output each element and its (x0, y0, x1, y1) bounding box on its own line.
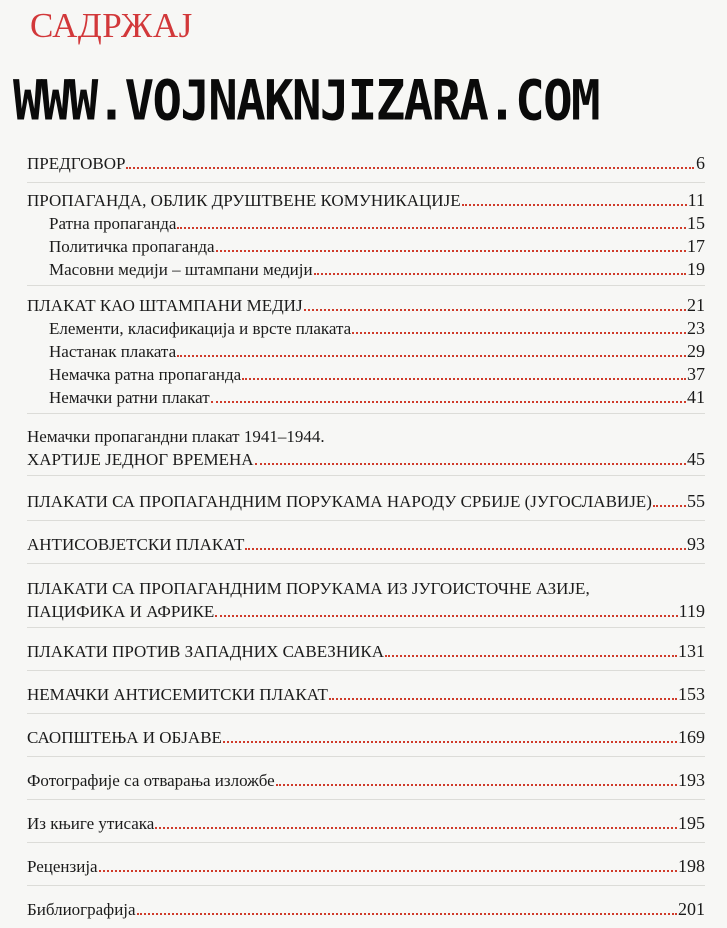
toc-group-anti-soviet (27, 521, 705, 564)
dot-leader (462, 203, 687, 206)
toc-entry-label: Политичка пропаганда (49, 237, 215, 256)
toc-entry[interactable] (27, 490, 705, 513)
dot-leader (99, 869, 677, 872)
toc-group-papers-of-a-time (27, 414, 705, 476)
toc-group-preface (27, 148, 705, 183)
toc-entry-page: 11 (687, 190, 705, 210)
toc-entry-label: Рецензија (27, 857, 98, 876)
toc-entry-label: Немачки пропагандни плакат 1941–1944. (27, 427, 325, 446)
toc-entry[interactable] (27, 683, 705, 706)
dot-leader (223, 740, 677, 743)
dot-leader (276, 783, 677, 786)
toc-entry-page: 41 (687, 387, 705, 407)
toc-entry-label: Елементи, класификација и врсте плаката (49, 319, 352, 338)
dot-leader (177, 354, 686, 357)
toc-entry-label: ПРОПАГАНДА, ОБЛИК ДРУШТВЕНЕ КОМУНИКАЦИЈЕ (27, 191, 461, 210)
page-title: САДРЖАЈ (30, 6, 193, 45)
toc-entry-page: 23 (687, 318, 705, 338)
toc-entry-page: 193 (678, 770, 705, 790)
dot-leader (137, 912, 677, 915)
toc-entry[interactable] (27, 640, 705, 663)
table-of-contents (27, 148, 705, 928)
toc-entry-label: Ратна пропаганда (49, 214, 177, 233)
toc-entry[interactable] (27, 294, 705, 317)
toc-entry-heading-line (27, 578, 705, 600)
toc-entry-label: Фотографије са отварања изложбе (27, 771, 275, 790)
toc-entry-label: ПЛАКАТИ ПРОТИВ ЗАПАДНИХ САВЕЗНИКА (27, 642, 384, 661)
toc-group-review (27, 843, 705, 886)
toc-group-serbia-posters (27, 476, 705, 521)
toc-entry-label: ПРЕДГОВОР (27, 154, 126, 173)
dot-leader (255, 462, 686, 465)
toc-entry-label: САОПШТЕЊА И ОБЈАВЕ (27, 728, 222, 747)
toc-entry-page: 19 (687, 259, 705, 279)
toc-subentry[interactable] (27, 317, 705, 340)
toc-entry-page: 45 (687, 449, 705, 469)
toc-entry-label: ПЛАКАТИ СА ПРОПАГАНДНИМ ПОРУКАМА НАРОДУ СРБИЈЕ (ЈУГОСЛАВИЈЕ) (27, 492, 652, 511)
toc-entry[interactable] (27, 726, 705, 749)
toc-group-photos (27, 757, 705, 800)
toc-entry-label: Немачка ратна пропаганда (49, 365, 242, 384)
watermark-text: WWW.VOJNAKNJIZARA.COM (13, 69, 599, 133)
toc-entry[interactable] (27, 855, 705, 878)
toc-entry-page: 15 (687, 213, 705, 233)
toc-group-poster-medium (27, 286, 705, 414)
dot-leader (245, 547, 686, 550)
toc-entry[interactable] (27, 812, 705, 835)
toc-entry-label: НЕМАЧКИ АНТИСЕМИТСКИ ПЛАКАТ (27, 685, 328, 704)
toc-entry-label: ПЛАКАТИ СА ПРОПАГАНДНИМ ПОРУКАМА ИЗ ЈУГОИСТОЧНЕ АЗИЈЕ, (27, 579, 590, 598)
toc-entry[interactable] (27, 898, 705, 921)
toc-entry-label: Настанак плаката (49, 342, 177, 361)
toc-entry-page: 17 (687, 236, 705, 256)
toc-subentry[interactable] (27, 340, 705, 363)
toc-entry[interactable] (27, 600, 705, 623)
toc-group-propaganda (27, 183, 705, 286)
toc-entry[interactable] (27, 533, 705, 556)
toc-entry-label: Библиографија (27, 900, 136, 919)
dot-leader (211, 400, 686, 403)
dot-leader (242, 377, 686, 380)
toc-group-announcements (27, 714, 705, 757)
toc-entry-page: 119 (678, 601, 705, 621)
dot-leader (385, 654, 677, 657)
toc-subentry[interactable] (27, 258, 705, 281)
toc-entry-page: 21 (687, 295, 705, 315)
dot-leader (177, 226, 686, 229)
toc-entry-page: 198 (678, 856, 705, 876)
toc-entry[interactable] (27, 769, 705, 792)
toc-group-antisemitic (27, 671, 705, 714)
toc-entry-page: 55 (687, 491, 705, 511)
toc-entry-page: 37 (687, 364, 705, 384)
toc-subentry[interactable] (27, 363, 705, 386)
dot-leader (653, 504, 686, 507)
toc-entry-page: 29 (687, 341, 705, 361)
toc-entry-label: ХАРТИЈЕ ЈЕДНОГ ВРЕМЕНА (27, 450, 254, 469)
toc-group-bibliography (27, 886, 705, 928)
toc-group-asia-pacific-africa (27, 564, 705, 628)
toc-entry-label: ПАЦИФИКА И АФРИКЕ (27, 602, 215, 621)
toc-entry-page: 153 (678, 684, 705, 704)
toc-entry-page: 195 (678, 813, 705, 833)
dot-leader (329, 697, 677, 700)
toc-entry-label: Немачки ратни плакат (49, 388, 210, 407)
toc-entry[interactable] (27, 152, 705, 175)
toc-entry-label: ПЛАКАТ КАО ШТАМПАНИ МЕДИЈ (27, 296, 303, 315)
toc-subentry[interactable] (27, 235, 705, 258)
dot-leader (304, 308, 686, 311)
toc-entry-page: 201 (678, 899, 705, 919)
dot-leader (314, 272, 686, 275)
toc-subentry[interactable] (27, 212, 705, 235)
toc-entry-page: 6 (696, 153, 705, 173)
dot-leader (126, 166, 694, 169)
toc-entry[interactable] (27, 448, 705, 471)
toc-entry-heading-line (27, 426, 705, 448)
toc-entry-page: 93 (687, 534, 705, 554)
dot-leader (215, 614, 677, 617)
toc-entry[interactable] (27, 189, 705, 212)
toc-subentry[interactable] (27, 386, 705, 409)
toc-group-western-allies (27, 628, 705, 671)
dot-leader (155, 826, 677, 829)
dot-leader (216, 249, 686, 252)
toc-entry-label: Масовни медији – штампани медији (49, 260, 313, 279)
dot-leader (352, 331, 686, 334)
toc-group-guestbook (27, 800, 705, 843)
toc-entry-page: 169 (678, 727, 705, 747)
toc-entry-label: АНТИСОВЈЕТСКИ ПЛАКАТ (27, 535, 245, 554)
toc-entry-label: Из књиге утисака (27, 814, 155, 833)
toc-entry-page: 131 (678, 641, 705, 661)
